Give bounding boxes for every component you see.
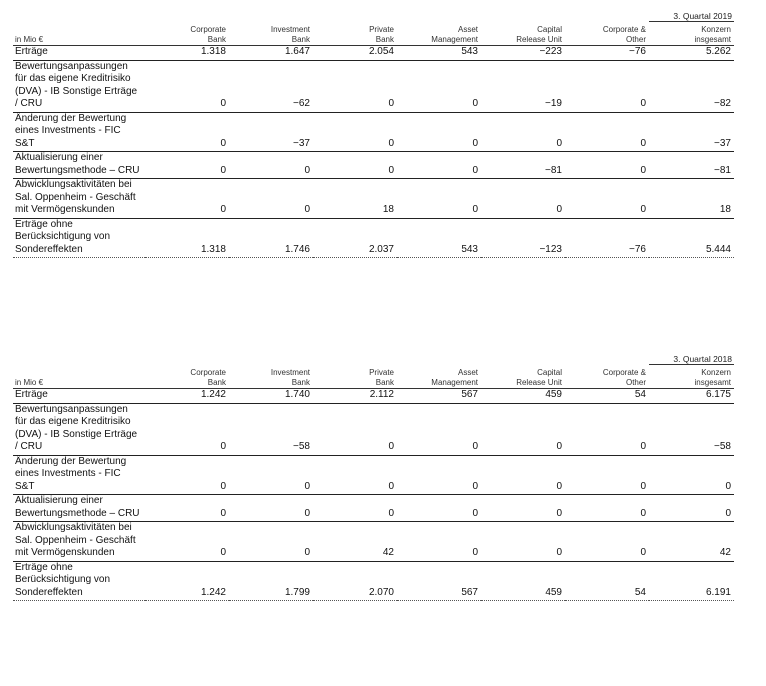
col-header-private-bank: Private Bank (313, 22, 397, 46)
col-header-asset-management: Asset Management (397, 365, 481, 389)
col-header-corporate-bank: Corporate Bank (145, 22, 229, 46)
financial-table (13, 8, 734, 258)
cell: 1.242 (145, 561, 229, 601)
cell: 0 (397, 403, 481, 455)
cell: 0 (565, 152, 649, 179)
cell: 6.191 (649, 561, 734, 601)
cell: 0 (565, 179, 649, 219)
period-row (13, 351, 734, 365)
col-header-corporate-other: Corporate & Other (565, 365, 649, 389)
cell: 567 (397, 389, 481, 404)
col-header-capital-release-unit: Capital Release Unit (481, 22, 565, 46)
table-row (13, 60, 734, 112)
cell: 0 (649, 455, 734, 495)
cell: 1.242 (145, 389, 229, 404)
row-label: Bewertungsanpassungen für das eigene Kreditrisiko (DVA) - IB Sonstige Erträge / CRU (13, 60, 145, 112)
cell: 0 (397, 179, 481, 219)
cell: 0 (313, 403, 397, 455)
header-row (13, 365, 734, 389)
cell: 459 (481, 389, 565, 404)
cell: 1.318 (145, 46, 229, 61)
cell: 0 (565, 403, 649, 455)
cell: 0 (649, 495, 734, 522)
cell: 5.262 (649, 46, 734, 61)
cell: 0 (481, 112, 565, 152)
cell: −37 (229, 112, 313, 152)
cell: 0 (481, 455, 565, 495)
col-header-capital-release-unit: Capital Release Unit (481, 365, 565, 389)
table-row (13, 152, 734, 179)
table-row (13, 403, 734, 455)
cell: −76 (565, 46, 649, 61)
cell: 0 (313, 112, 397, 152)
cell: 0 (313, 60, 397, 112)
cell: 18 (313, 179, 397, 219)
cell: 0 (481, 403, 565, 455)
cell: 2.037 (313, 218, 397, 258)
cell: −58 (649, 403, 734, 455)
cell: 0 (481, 495, 565, 522)
period-label: 3. Quartal 2018 (649, 351, 734, 365)
row-label: Änderung der Bewertung eines Investments - FIC S&T (13, 112, 145, 152)
row-label: Abwicklungsaktivitäten bei Sal. Oppenheim - Geschäft mit Vermögenskunden (13, 179, 145, 219)
table-row (13, 179, 734, 219)
cell: −223 (481, 46, 565, 61)
table-row (13, 495, 734, 522)
financial-table (13, 351, 734, 601)
cell: 0 (313, 455, 397, 495)
row-label: Bewertungsanpassungen für das eigene Kreditrisiko (DVA) - IB Sonstige Erträge / CRU (13, 403, 145, 455)
cell: 543 (397, 218, 481, 258)
row-label: Abwicklungsaktivitäten bei Sal. Oppenheim - Geschäft mit Vermögenskunden (13, 522, 145, 562)
cell: −62 (229, 60, 313, 112)
row-label: Aktualisierung einer Bewertungsmethode – CRU (13, 495, 145, 522)
cell: 0 (397, 522, 481, 562)
cell: 6.175 (649, 389, 734, 404)
row-label: Erträge ohne Berücksichtigung von Sondereffekten (13, 561, 145, 601)
cell: 0 (229, 522, 313, 562)
cell: 0 (397, 455, 481, 495)
table-row (13, 112, 734, 152)
cell: 0 (481, 522, 565, 562)
cell: 1.318 (145, 218, 229, 258)
cell: 0 (565, 60, 649, 112)
row-label: Erträge (13, 389, 145, 404)
cell: 5.444 (649, 218, 734, 258)
cell: 1.799 (229, 561, 313, 601)
cell: 0 (565, 112, 649, 152)
table-row (13, 389, 734, 404)
row-label: Erträge ohne Berücksichtigung von Sondereffekten (13, 218, 145, 258)
table-row (13, 522, 734, 562)
col-header-corporate-bank: Corporate Bank (145, 365, 229, 389)
cell: 0 (145, 60, 229, 112)
period-row (13, 8, 734, 22)
cell: 0 (145, 495, 229, 522)
cell: 0 (145, 179, 229, 219)
cell: 0 (145, 455, 229, 495)
table-row (13, 46, 734, 61)
cell: 0 (481, 179, 565, 219)
cell: 0 (313, 495, 397, 522)
cell: 0 (397, 112, 481, 152)
col-header-konzern: Konzern insgesamt (649, 22, 734, 46)
cell: 0 (397, 495, 481, 522)
cell: −81 (649, 152, 734, 179)
col-header-konzern: Konzern insgesamt (649, 365, 734, 389)
cell: 0 (565, 522, 649, 562)
col-header-asset-management: Asset Management (397, 22, 481, 46)
cell: 2.070 (313, 561, 397, 601)
table-q3-2019 (0, 8, 766, 258)
cell: 0 (229, 152, 313, 179)
row-label: Änderung der Bewertung eines Investments - FIC S&T (13, 455, 145, 495)
cell: −37 (649, 112, 734, 152)
cell: 1.647 (229, 46, 313, 61)
cell: 0 (229, 179, 313, 219)
cell: 0 (397, 60, 481, 112)
table-row (13, 455, 734, 495)
table-row-total (13, 218, 734, 258)
cell: 1.740 (229, 389, 313, 404)
cell: −58 (229, 403, 313, 455)
cell: −82 (649, 60, 734, 112)
cell: 54 (565, 561, 649, 601)
table-q3-2018 (0, 351, 766, 601)
col-header-investment-bank: Investment Bank (229, 365, 313, 389)
cell: −19 (481, 60, 565, 112)
unit-label: in Mio € (13, 22, 145, 46)
cell: 42 (313, 522, 397, 562)
cell: 42 (649, 522, 734, 562)
cell: 459 (481, 561, 565, 601)
cell: 0 (397, 152, 481, 179)
col-header-corporate-other: Corporate & Other (565, 22, 649, 46)
cell: 0 (145, 112, 229, 152)
cell: −81 (481, 152, 565, 179)
header-row (13, 22, 734, 46)
col-header-private-bank: Private Bank (313, 365, 397, 389)
cell: 0 (565, 455, 649, 495)
cell: 2.054 (313, 46, 397, 61)
row-label: Aktualisierung einer Bewertungsmethode – CRU (13, 152, 145, 179)
cell: 543 (397, 46, 481, 61)
unit-label: in Mio € (13, 365, 145, 389)
cell: 0 (229, 455, 313, 495)
cell: 0 (565, 495, 649, 522)
cell: 2.112 (313, 389, 397, 404)
table-row-total (13, 561, 734, 601)
row-label: Erträge (13, 46, 145, 61)
cell: 567 (397, 561, 481, 601)
cell: 1.746 (229, 218, 313, 258)
cell: 0 (145, 152, 229, 179)
col-header-investment-bank: Investment Bank (229, 22, 313, 46)
cell: −76 (565, 218, 649, 258)
cell: 0 (313, 152, 397, 179)
period-label: 3. Quartal 2019 (649, 8, 734, 22)
cell: −123 (481, 218, 565, 258)
cell: 0 (145, 403, 229, 455)
cell: 0 (229, 495, 313, 522)
cell: 54 (565, 389, 649, 404)
cell: 0 (145, 522, 229, 562)
cell: 18 (649, 179, 734, 219)
